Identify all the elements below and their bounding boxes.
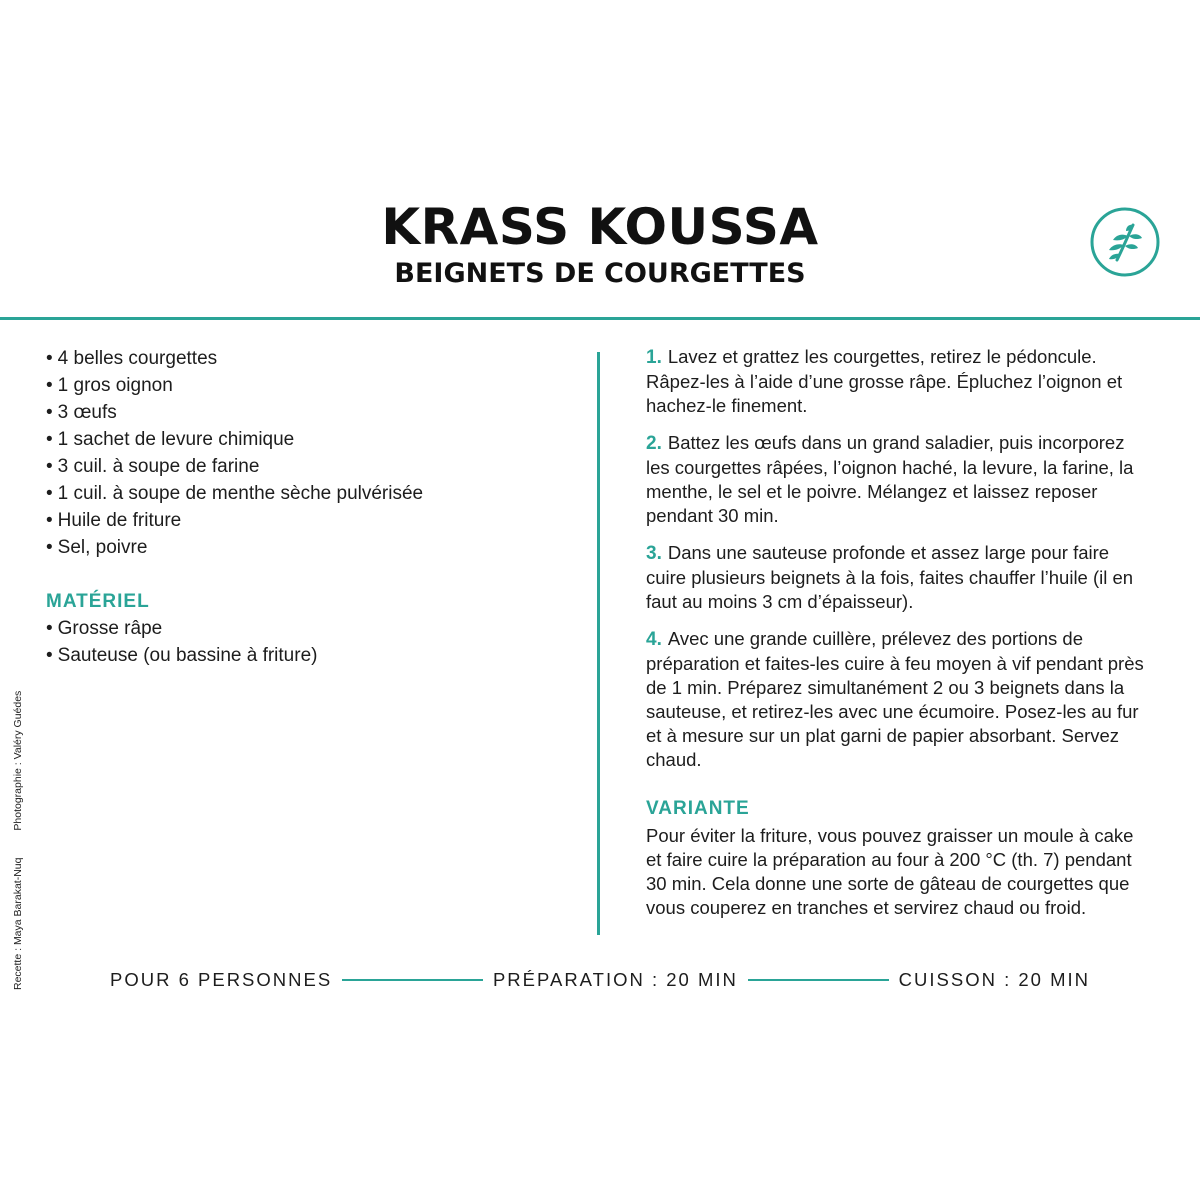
ingredient-item: • 1 cuil. à soupe de menthe sèche pulvérisée xyxy=(46,480,566,507)
recipe-info-bar xyxy=(110,966,1090,994)
step-text: Lavez et grattez les courgettes, retirez le pédoncule. Râpez-les à l’aide d’une grosse râpe. Épluchez l’oignon et hachez-le finement. xyxy=(646,346,1123,416)
materiel-item: • Sauteuse (ou bassine à friture) xyxy=(46,642,566,669)
ingredients-list xyxy=(46,345,566,561)
step-number: 3. xyxy=(646,543,662,564)
ingredient-item: • 3 cuil. à soupe de farine xyxy=(46,453,566,480)
recipe-title: KRASS KOUSSA xyxy=(381,198,819,256)
ingredient-item: • 1 sachet de levure chimique xyxy=(46,426,566,453)
ingredients-column xyxy=(46,345,566,669)
recipe-subtitle: BEIGNETS DE COURGETTES xyxy=(394,258,806,289)
step-3 xyxy=(646,541,1146,614)
recipe-credit: Recette : Maya Barakat-Nuq xyxy=(12,857,24,990)
materiel-item: • Grosse râpe xyxy=(46,615,566,642)
step-1 xyxy=(646,345,1146,418)
column-divider xyxy=(597,352,600,935)
credits xyxy=(12,667,24,990)
ingredient-item: • 4 belles courgettes xyxy=(46,345,566,372)
step-text: Battez les œufs dans un grand saladier, puis incorporez les courgettes râpées, l’oignon haché, la levure, la farine, la menthe, le sel et le poivre. Mélangez et laissez reposer pendant 30 min. xyxy=(646,432,1134,526)
preparation-time: PRÉPARATION : 20 MIN xyxy=(492,969,738,990)
variante-heading: VARIANTE xyxy=(646,798,750,819)
step-4 xyxy=(646,627,1146,772)
photo-credit: Photographie : Valéry Guédes xyxy=(12,690,24,831)
variante-text: Pour éviter la friture, vous pouvez graisser un moule à cake et faire cuire la préparation au four à 200 °C (th. 7) pendant 30 min. Cela donne une sorte de gâteau de courgettes que vous couperez en tranches et servirez chaud ou froid. xyxy=(646,825,1134,918)
step-number: 1. xyxy=(646,347,662,368)
step-number: 2. xyxy=(646,433,662,454)
ingredient-item: • 1 gros oignon xyxy=(46,372,566,399)
materiel-list xyxy=(46,615,566,669)
step-text: Avec une grande cuillère, prélevez des portions de préparation et faites-les cuire à feu moyen à vif pendant près de 1 min. Préparez simultanément 2 ou 3 beignets dans la sauteuse, et retirez-les avec une écumoire. Posez-les au fur et à mesure sur un plat garni de papier absorbant. Servez chaud. xyxy=(646,628,1144,770)
servings-label: POUR 6 PERSONNES xyxy=(110,969,333,990)
ingredient-item: • Sel, poivre xyxy=(46,534,566,561)
step-2 xyxy=(646,431,1146,528)
footer-separator xyxy=(748,979,889,981)
header-divider xyxy=(0,317,1200,320)
step-text: Dans une sauteuse profonde et assez large pour faire cuire plusieurs beignets à la fois, faites chauffer l’huile (il en faut au moins 3 cm d’épaisseur). xyxy=(646,542,1134,612)
ingredient-item: • Huile de friture xyxy=(46,507,566,534)
footer-separator xyxy=(342,979,483,981)
steps-column xyxy=(646,345,1146,920)
materiel-heading: MATÉRIEL xyxy=(46,591,150,612)
leaf-logo-icon xyxy=(1089,206,1161,278)
ingredient-item: • 3 œufs xyxy=(46,399,566,426)
step-number: 4. xyxy=(646,629,662,650)
cooking-time: CUISSON : 20 MIN xyxy=(898,969,1091,990)
